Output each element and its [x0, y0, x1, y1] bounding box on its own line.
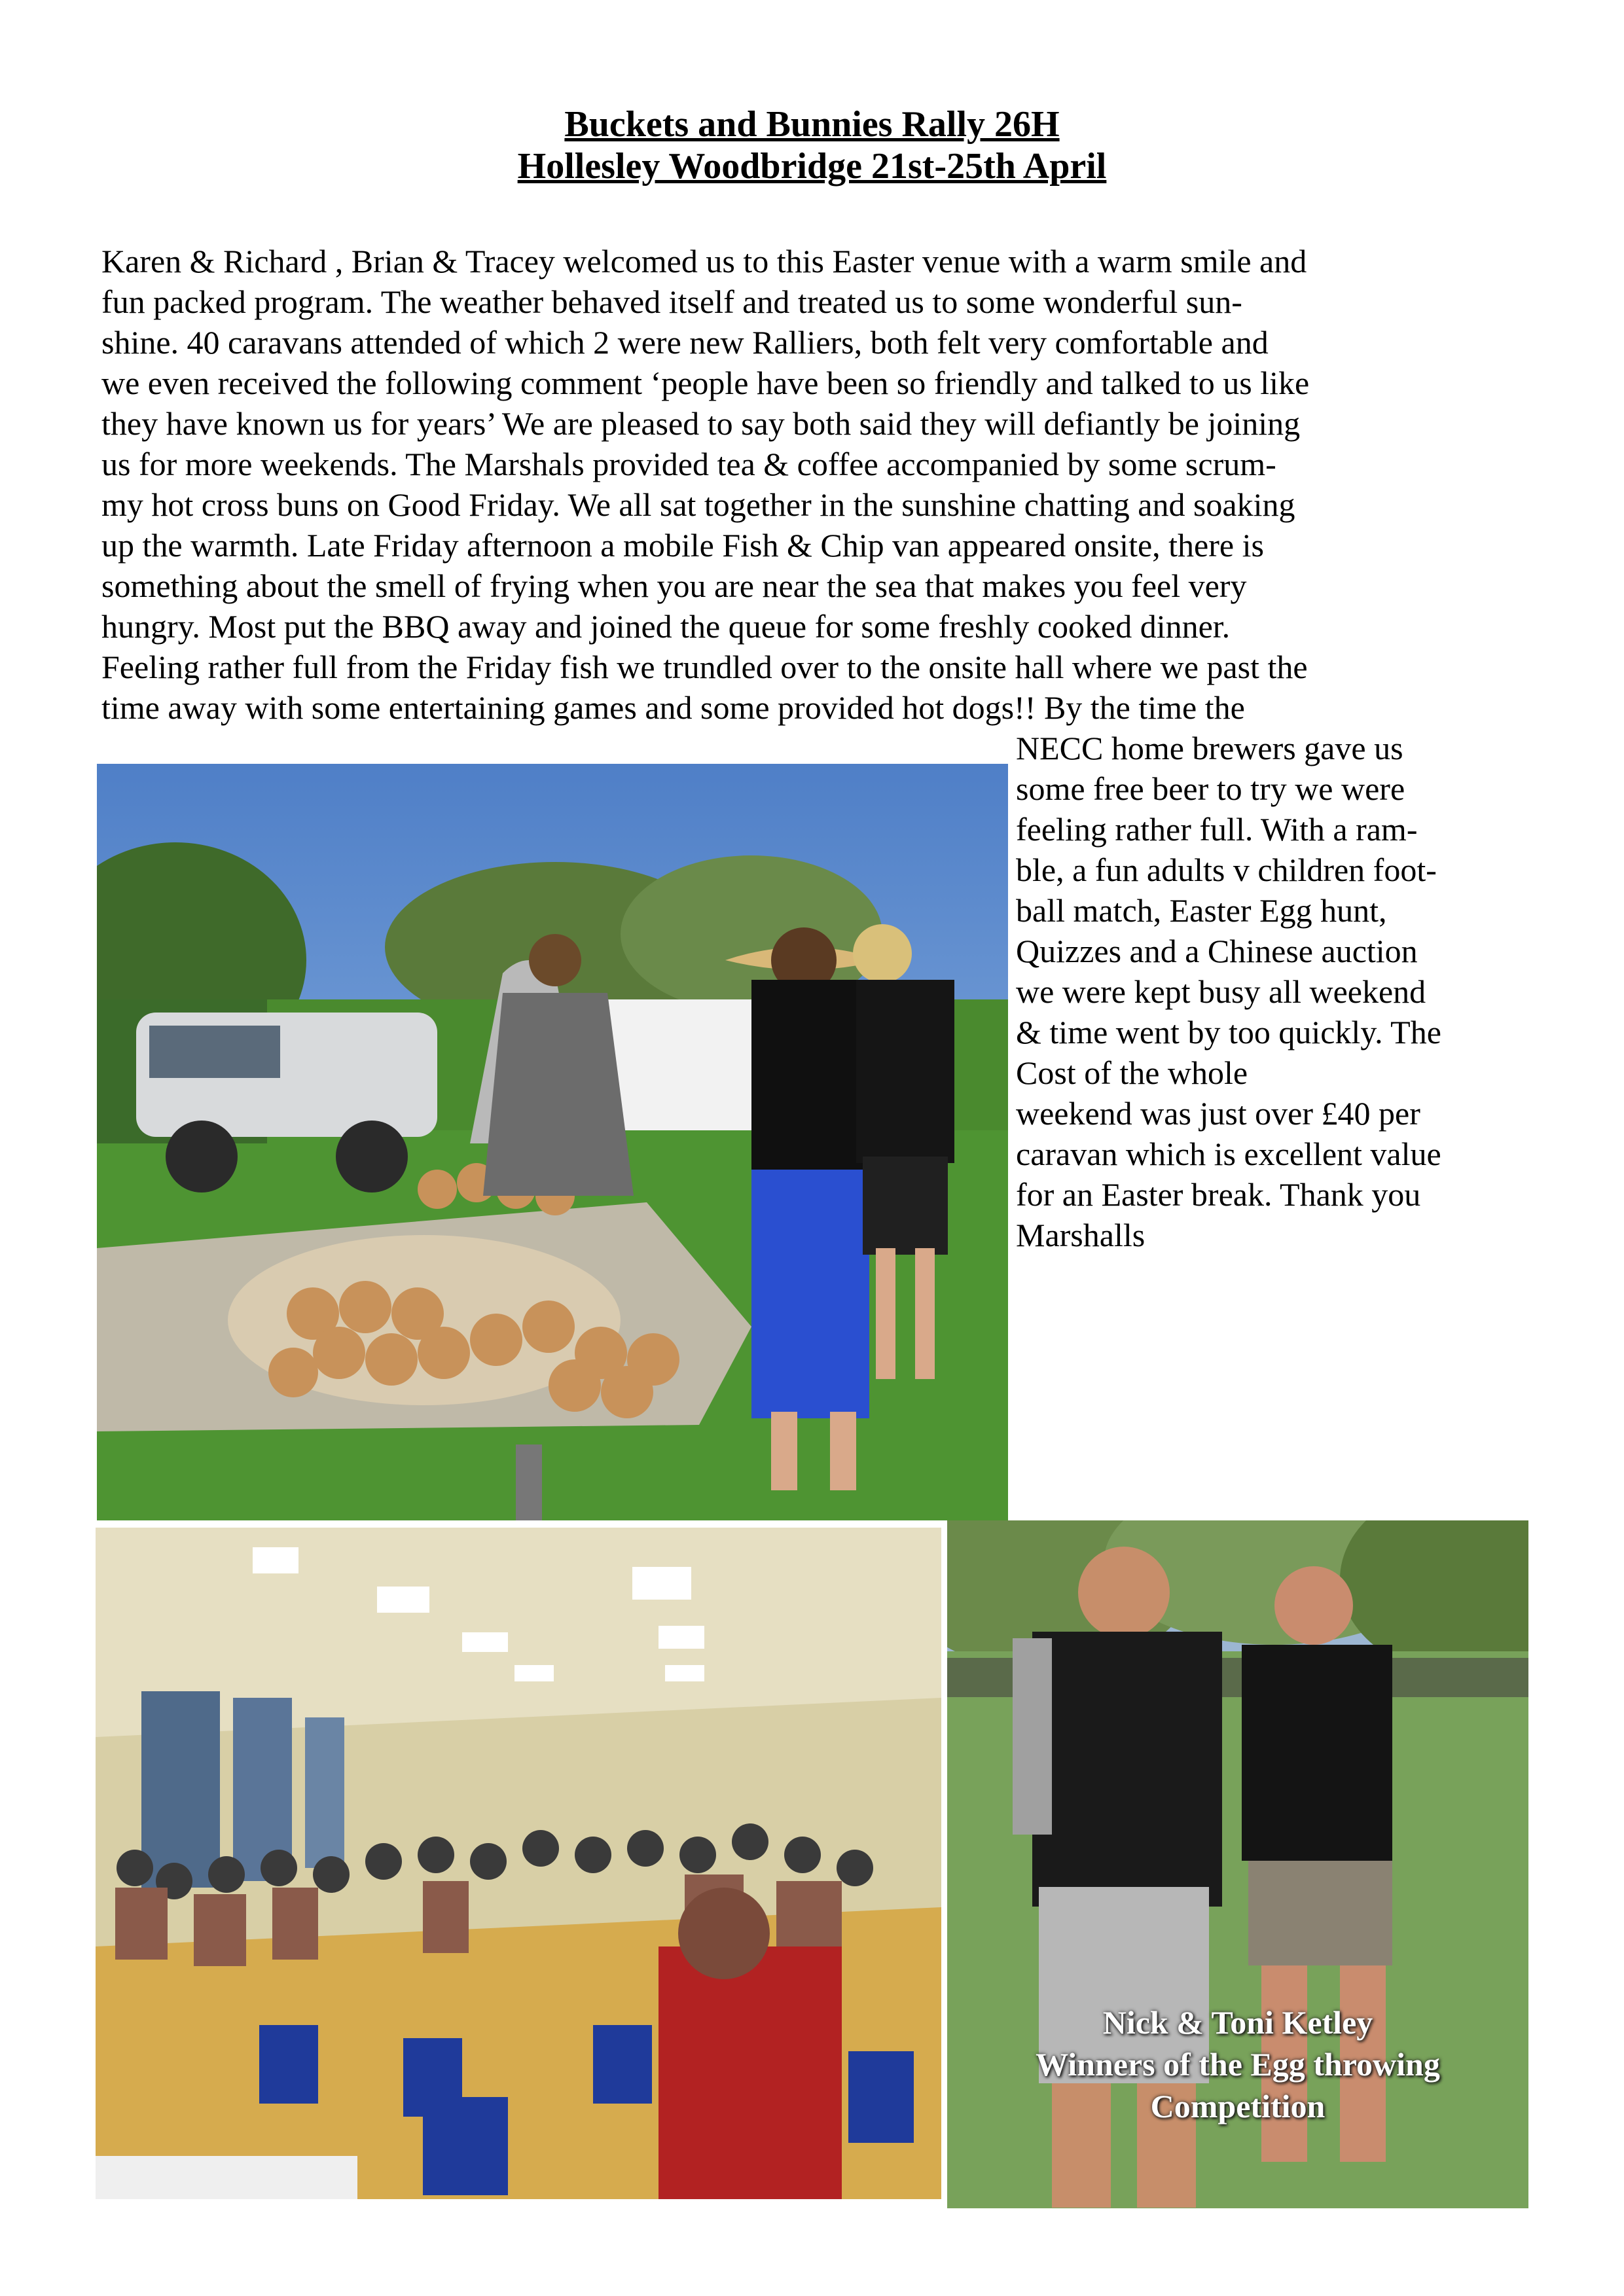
body-line: something about the smell of frying when you are near the sea that makes you feel very — [101, 567, 1247, 604]
side-line: we were kept busy all weekend — [1016, 973, 1426, 1010]
side-line: Quizzes and a Chinese auction — [1016, 933, 1418, 969]
article-body — [101, 241, 1542, 728]
side-line: for an Easter break. Thank you — [1016, 1176, 1421, 1213]
caption-line: Nick & Toni Ketley — [1102, 2004, 1373, 2041]
hall-games-photo — [96, 1528, 941, 2199]
body-line: shine. 40 caravans attended of which 2 were new Ralliers, both felt very comfortable and — [101, 324, 1269, 361]
side-line: weekend was just over £40 per — [1016, 1095, 1420, 1132]
page-title: Buckets and Bunnies Rally 26H — [564, 104, 1060, 145]
side-line: feeling rather full. With a ram- — [1016, 811, 1418, 848]
photo-caption — [947, 2001, 1528, 2127]
side-line: caravan which is excellent value — [1016, 1136, 1441, 1172]
side-line: ble, a fun adults v children foot- — [1016, 852, 1437, 888]
hot-cross-buns-photo — [97, 764, 1008, 1520]
body-line: fun packed program. The weather behaved itself and treated us to some wonderful sun- — [101, 283, 1242, 320]
side-line: ball match, Easter Egg hunt, — [1016, 892, 1387, 929]
body-line: we even received the following comment ‘people have been so friendly and talked to us like — [101, 365, 1310, 401]
side-line: Marshalls — [1016, 1217, 1146, 1253]
body-line: Feeling rather full from the Friday fish we trundled over to the onsite hall where we past the — [101, 649, 1308, 685]
caption-line: Winners of the Egg throwing — [1036, 2046, 1440, 2083]
body-line: hungry. Most put the BBQ away and joined the queue for some freshly cooked dinner. — [101, 608, 1231, 645]
side-line: some free beer to try we were — [1016, 770, 1405, 807]
side-line: NECC home brewers gave us — [1016, 730, 1403, 766]
body-line: time away with some entertaining games and some provided hot dogs!! By the time the — [101, 689, 1245, 726]
body-line: my hot cross buns on Good Friday. We all sat together in the sunshine chatting and soaking — [101, 486, 1295, 523]
body-line: they have known us for years’ We are pleased to say both said they will defiantly be joining — [101, 405, 1301, 442]
body-line: Karen & Richard , Brian & Tracey welcomed us to this Easter venue with a warm smile and — [101, 243, 1307, 279]
side-line: Cost of the whole — [1016, 1054, 1248, 1091]
article-side-column — [1016, 728, 1540, 1255]
body-line: us for more weekends. The Marshals provided tea & coffee accompanied by some scrum- — [101, 446, 1276, 482]
side-line: & time went by too quickly. The — [1016, 1014, 1441, 1050]
body-line: up the warmth. Late Friday afternoon a mobile Fish & Chip van appeared onsite, there is — [101, 527, 1264, 564]
page-subtitle: Hollesley Woodbridge 21st-25th April — [517, 146, 1107, 187]
caption-line: Competition — [1150, 2088, 1326, 2125]
